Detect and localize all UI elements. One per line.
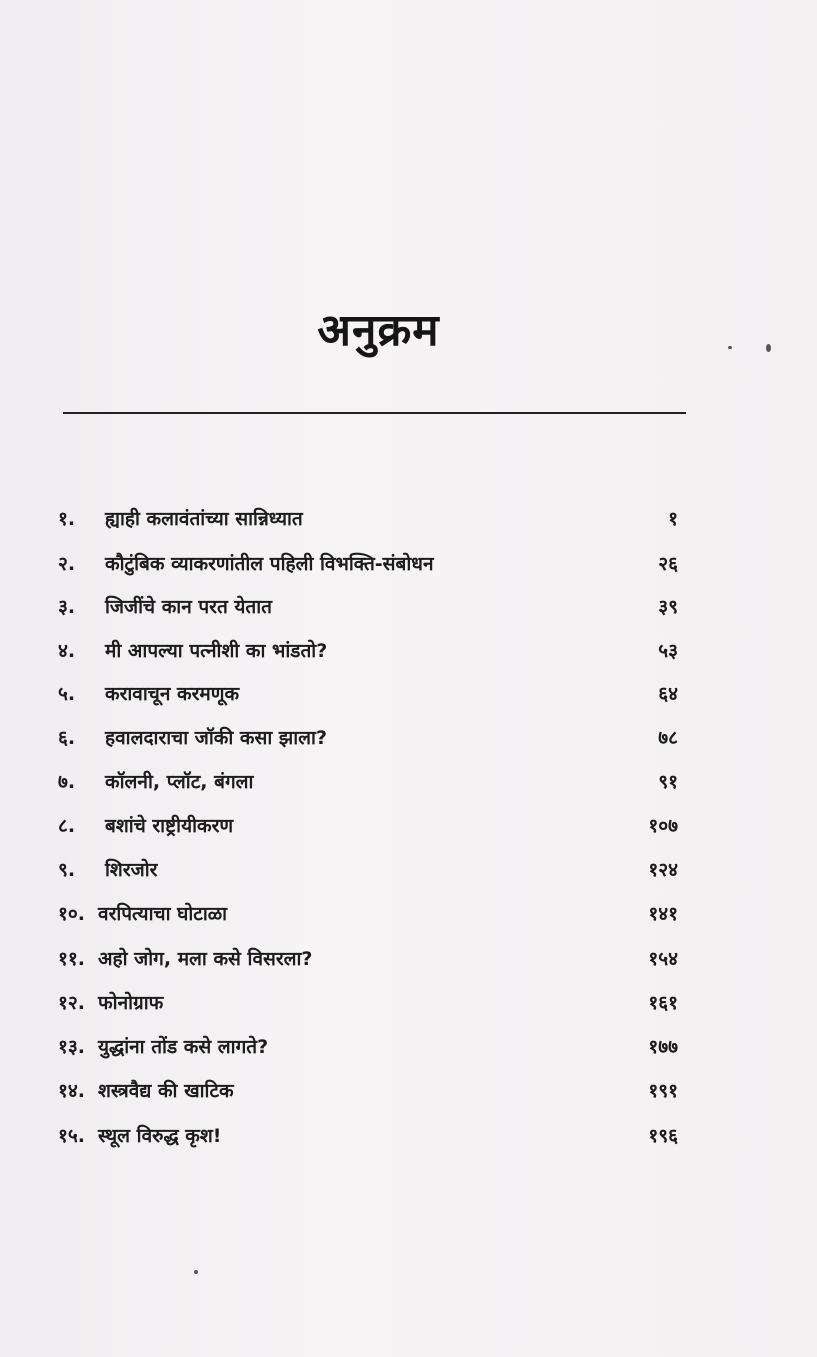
toc-entry-page: ७८ (658, 727, 678, 749)
toc-entry-number: १३. (58, 1036, 85, 1058)
toc-entry-title: ह्याही कलावंतांच्या सान्निध्यात (105, 508, 303, 530)
toc-entry-page: १४१ (648, 903, 678, 925)
print-speck (194, 1270, 198, 1274)
toc-entry-number: ९. (58, 859, 76, 881)
toc-entry (58, 637, 688, 667)
toc-entry-title: युद्धांना तोंड कसे लागते? (98, 1036, 269, 1058)
toc-entry-number: १. (58, 508, 76, 530)
toc-entry-title: वरपित्याचा घोटाळा (98, 903, 228, 925)
toc-entry-number: १४. (58, 1080, 85, 1102)
toc-entry (58, 1077, 688, 1107)
toc-entry (58, 724, 688, 754)
toc-entry-page: १९६ (648, 1125, 678, 1147)
toc-entry-title: हवालदाराचा जॉकी कसा झाला? (105, 727, 327, 749)
toc-entry (58, 1122, 688, 1152)
toc-entry-page: १७७ (648, 1036, 678, 1058)
toc-entry-number: ४. (58, 640, 76, 662)
toc-entry (58, 945, 688, 975)
toc-entry-title: करावाचून करमणूक (105, 683, 240, 705)
toc-entry-number: ८. (58, 815, 76, 837)
toc-entry-number: ३. (58, 596, 76, 618)
toc-entry-title: कौटुंबिक व्याकरणांतील पहिली विभक्ति-संबोधन (105, 553, 434, 575)
toc-entry-number: १०. (58, 903, 85, 925)
toc-entry (58, 989, 688, 1019)
toc-entry (58, 680, 688, 710)
toc-entry-page: १९१ (648, 1080, 678, 1102)
toc-entry-title: फोनोग्राफ (98, 992, 164, 1014)
toc-entry-number: ५. (58, 683, 76, 705)
toc-entry (58, 593, 688, 623)
toc-entry-page: २६ (658, 553, 678, 575)
toc-entry-title: जिजींचे कान परत येतात (105, 596, 272, 618)
toc-entry-title: बशांचे राष्ट्रीयीकरण (105, 815, 234, 837)
toc-entry-page: १२४ (648, 859, 678, 881)
toc-entry-number: ६. (58, 727, 76, 749)
toc-entry (58, 1033, 688, 1063)
toc-entry-page: १०७ (648, 815, 678, 837)
print-speck (728, 346, 732, 349)
toc-entry-title: शिरजोर (105, 859, 158, 881)
toc-entry-title: अहो जोग, मला कसे विसरला? (98, 948, 313, 970)
toc-entry (58, 812, 688, 842)
toc-entry-number: ७. (58, 771, 76, 793)
toc-entry-page: ६४ (658, 683, 678, 705)
toc-entry-number: १२. (58, 992, 85, 1014)
print-speck (766, 344, 771, 352)
toc-entry-page: १५४ (648, 948, 678, 970)
toc-entry (58, 550, 688, 580)
toc-entry (58, 505, 688, 535)
toc-entry-title: मी आपल्या पत्नीशी का भांडतो? (105, 640, 328, 662)
toc-entry-number: १५. (58, 1125, 85, 1147)
toc-entry-page: १६१ (648, 992, 678, 1014)
toc-entry-number: ११. (58, 948, 85, 970)
toc-entry-page: १ (668, 508, 678, 530)
toc-entry (58, 856, 688, 886)
page-title: अनुक्रम (317, 305, 440, 356)
toc-entry-title: शस्त्रवैद्य की खाटिक (98, 1080, 234, 1102)
toc-entry-title: कॉलनी, प्लॉट, बंगला (105, 771, 254, 793)
toc-entry-page: ५३ (658, 640, 678, 662)
toc-entry-page: ९१ (658, 771, 678, 793)
toc-entry-number: २. (58, 553, 76, 575)
toc-entry (58, 900, 688, 930)
toc-entry-title: स्थूल विरुद्ध कृश! (98, 1125, 222, 1147)
toc-entry-page: ३९ (658, 596, 678, 618)
toc-entry (58, 768, 688, 798)
